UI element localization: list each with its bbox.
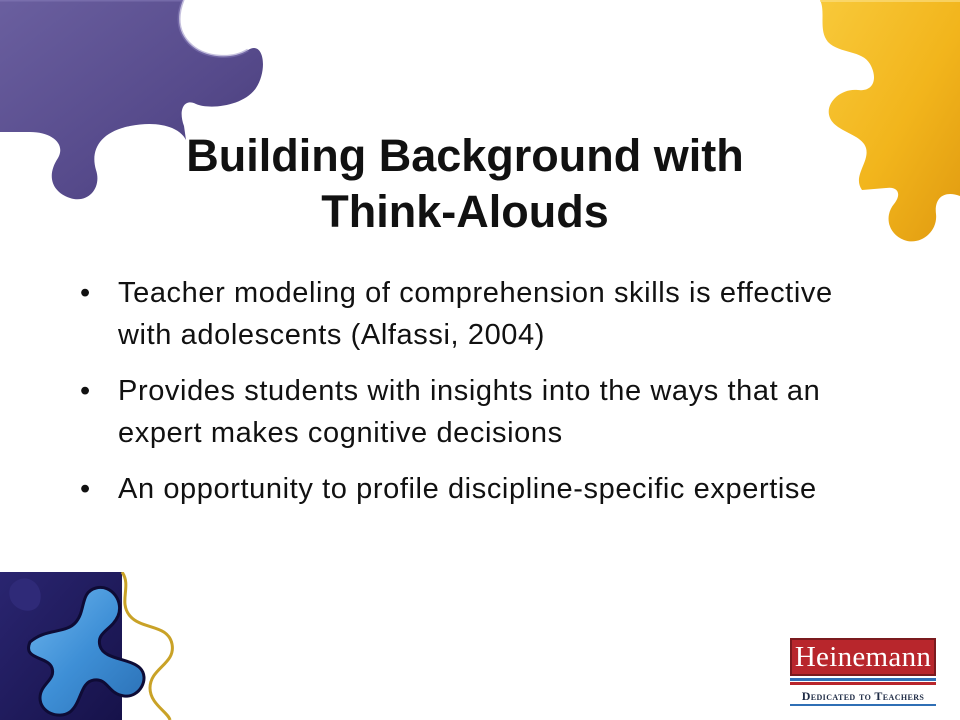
navy-blue-puzzle-pieces xyxy=(0,572,190,720)
slide-title xyxy=(100,128,830,240)
bullet-marker: • xyxy=(80,375,91,407)
logo-stripe-bottom xyxy=(790,704,936,706)
bullet-text: An opportunity to profile discipline-specific expertise xyxy=(118,473,817,505)
bullet-marker: • xyxy=(80,473,91,505)
bullet-item xyxy=(80,468,880,510)
bullet-item xyxy=(80,272,880,356)
logo-stripe-blue xyxy=(790,678,936,681)
bullet-item xyxy=(80,370,880,454)
slide-title-line-1: Building Background with xyxy=(186,130,744,181)
slide-title-line-2: Think-Alouds xyxy=(321,186,609,237)
bullet-marker: • xyxy=(80,277,91,309)
heinemann-logo xyxy=(782,628,940,708)
yellow-puzzle-piece xyxy=(812,0,960,250)
logo-tagline: Dedicated to Teachers xyxy=(801,689,925,703)
logo-stripe-red xyxy=(790,682,936,685)
logo-brand-name: Heinemann xyxy=(790,638,936,676)
bullet-text: Provides students with insights into the ways that an expert makes cognitive decisions xyxy=(118,375,821,449)
bullet-text: Teacher modeling of comprehension skills is effective with adolescents (Alfassi, 2004) xyxy=(118,277,833,351)
bullet-list xyxy=(80,272,880,524)
